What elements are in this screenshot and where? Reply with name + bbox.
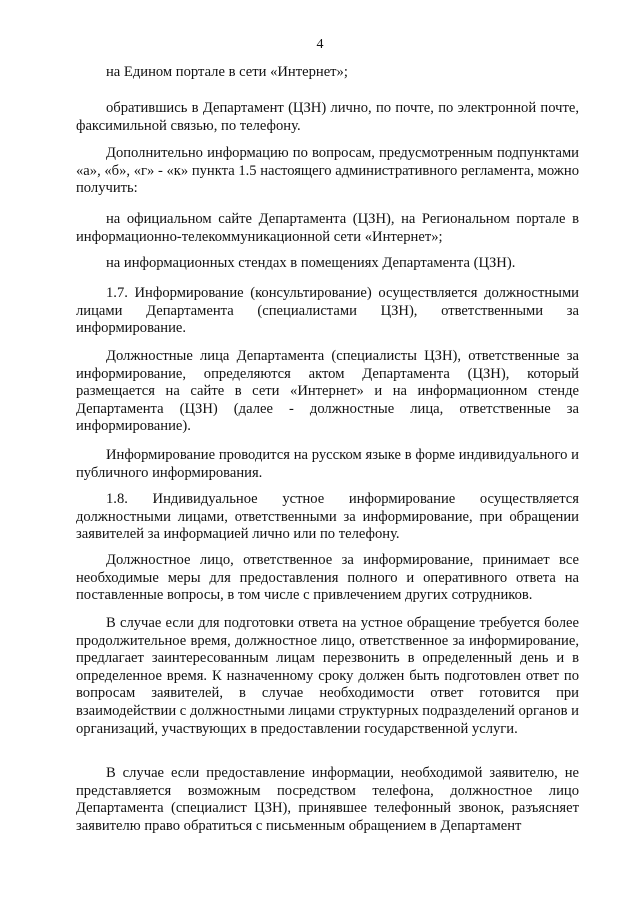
paragraph-7: Должностные лица Департамента (специалисты ЦЗН), ответственные за информирование, определяются актом Департамента (ЦЗН), который размещается на сайте в сети «Интернет» и на информационном стенде Департамента (ЦЗН) (далее - должностные лица, ответственные за информирование). — [76, 348, 579, 435]
paragraph-10: Должностное лицо, ответственное за информирование, принимает все необходимые меры для предоставления полного и оперативного ответа на поставленные вопросы, в том числе с привлечением других сотрудников. — [76, 552, 579, 604]
page-number: 4 — [316, 37, 324, 52]
paragraph-8: Информирование проводится на русском языке в форме индивидуального и публичного информирования. — [76, 447, 579, 481]
paragraph-11: В случае если для подготовки ответа на устное обращение требуется более продолжительное время, должностное лицо, ответственное за информирование, предлагает заинтересованным лицам перезвонить в определенный день и в определенное время. К назначенному сроку должен быть подготовлен ответ по вопросам заявителей, в случае необходимости ответ готовится при взаимодействии с должностными лицами структурных подразделений органов и организаций, участвующих в предоставлении государственной услуги. — [76, 615, 579, 737]
paragraph-9: 1.8. Индивидуальное устное информирование осуществляется должностными лицами, ответственными за информирование, при обращении заявителей за информацией лично или по телефону. — [76, 491, 579, 543]
paragraph-1: на Едином портале в сети «Интернет»; — [106, 64, 348, 80]
paragraph-4: на официальном сайте Департамента (ЦЗН), на Региональном портале в информационно-телекоммуникационной сети «Интернет»; — [76, 211, 579, 245]
paragraph-5: на информационных стендах в помещениях Департамента (ЦЗН). — [106, 255, 516, 271]
paragraph-6: 1.7. Информирование (консультирование) осуществляется должностными лицами Департамента (специалистами ЦЗН), ответственными за информирование. — [76, 285, 579, 337]
paragraph-3: Дополнительно информацию по вопросам, предусмотренным подпунктами «а», «б», «г» - «к» пункта 1.5 настоящего административного регламента, можно получить: — [76, 145, 579, 197]
paragraph-2: обратившись в Департамент (ЦЗН) лично, по почте, по электронной почте, факсимильной связью, по телефону. — [76, 100, 579, 134]
paragraph-12: В случае если предоставление информации, необходимой заявителю, не представляется возможным посредством телефона, должностное лицо Департамента (специалист ЦЗН), принявшее телефонный звонок, разъясняет заявителю право обратиться с письменным обращением в Департамент — [76, 765, 579, 834]
